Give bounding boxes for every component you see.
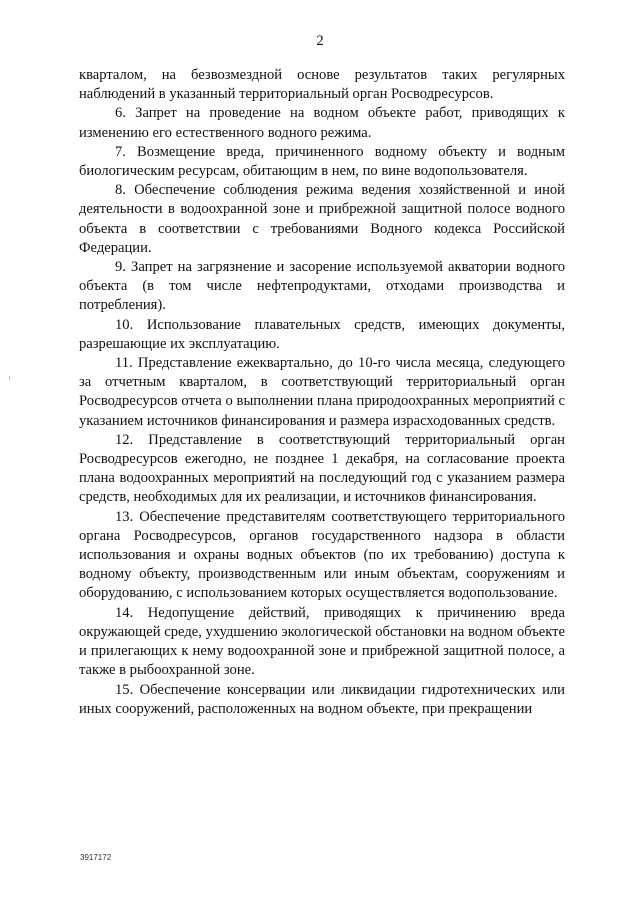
paragraph-item-8: 8. Обеспечение соблюдения режима ведения хозяйственной и иной деятельности в водоохранной зоне и прибрежной защитной полосе водного объекта в соответствии с требованиями Водного кодекса Российской Федерации. bbox=[79, 182, 565, 256]
document-code: 3917172 bbox=[80, 853, 112, 862]
paragraph-item-10: 10. Использование плавательных средств, имеющих документы, разрешающие их эксплуатацию. bbox=[79, 316, 565, 352]
page-number: 2 bbox=[316, 33, 324, 49]
paragraph-item-7: 7. Возмещение вреда, причиненного водному объекту и водным биологическим ресурсам, обитающим в нем, по вине водопользователя. bbox=[79, 143, 565, 180]
paragraph-item-11: 11. Представление ежеквартально, до 10-го числа месяца, следующего за отчетным кварталом, в соответствующий территориальный орган Росводресурсов отчета о выполнении плана природоохранных мероприятий с указанием источников финансирования и размера израсходованных средств. bbox=[79, 355, 565, 429]
paragraph-continuation: кварталом, на безвозмездной основе результатов таких регулярных наблюдений в указанный территориальный орган Росводресурсов. bbox=[79, 67, 565, 103]
document-body bbox=[79, 66, 565, 719]
paragraph-item-14: 14. Недопущение действий, приводящих к причинению вреда окружающей среде, ухудшению экологической обстановки на водном объекте и прилегающих к нему водоохранной зоне и прибрежной защитной полосе, а также в рыбоохранной зоне. bbox=[79, 604, 565, 679]
scan-margin-mark bbox=[9, 376, 10, 380]
paragraph-item-15: 15. Обеспечение консервации или ликвидации гидротехнических или иных сооружений, расположенных на водном объекте, при прекращении bbox=[79, 681, 565, 717]
paragraph-item-13: 13. Обеспечение представителям соответствующего территориального органа Росводресурсов, органов государственного надзора в области использования и охраны водных объектов (по их требованию) доступа к водному объекту, производственным или иным объектам, сооружениям и оборудованию, с использованием которых осуществляется водопользование. bbox=[79, 508, 565, 602]
paragraph-item-6: 6. Запрет на проведение на водном объекте работ, приводящих к изменению его естественного водного режима. bbox=[79, 105, 565, 141]
paragraph-item-12: 12. Представление в соответствующий территориальный орган Росводресурсов ежегодно, не позднее 1 декабря, на согласование проекта плана водоохранных мероприятий на последующий год с указанием размера средств, необходимых для их реализации, и источников финансирования. bbox=[79, 431, 565, 506]
paragraph-item-9: 9. Запрет на загрязнение и засорение используемой акватории водного объекта (в том числе нефтепродуктами, отходами производства и потребления). bbox=[79, 259, 565, 314]
